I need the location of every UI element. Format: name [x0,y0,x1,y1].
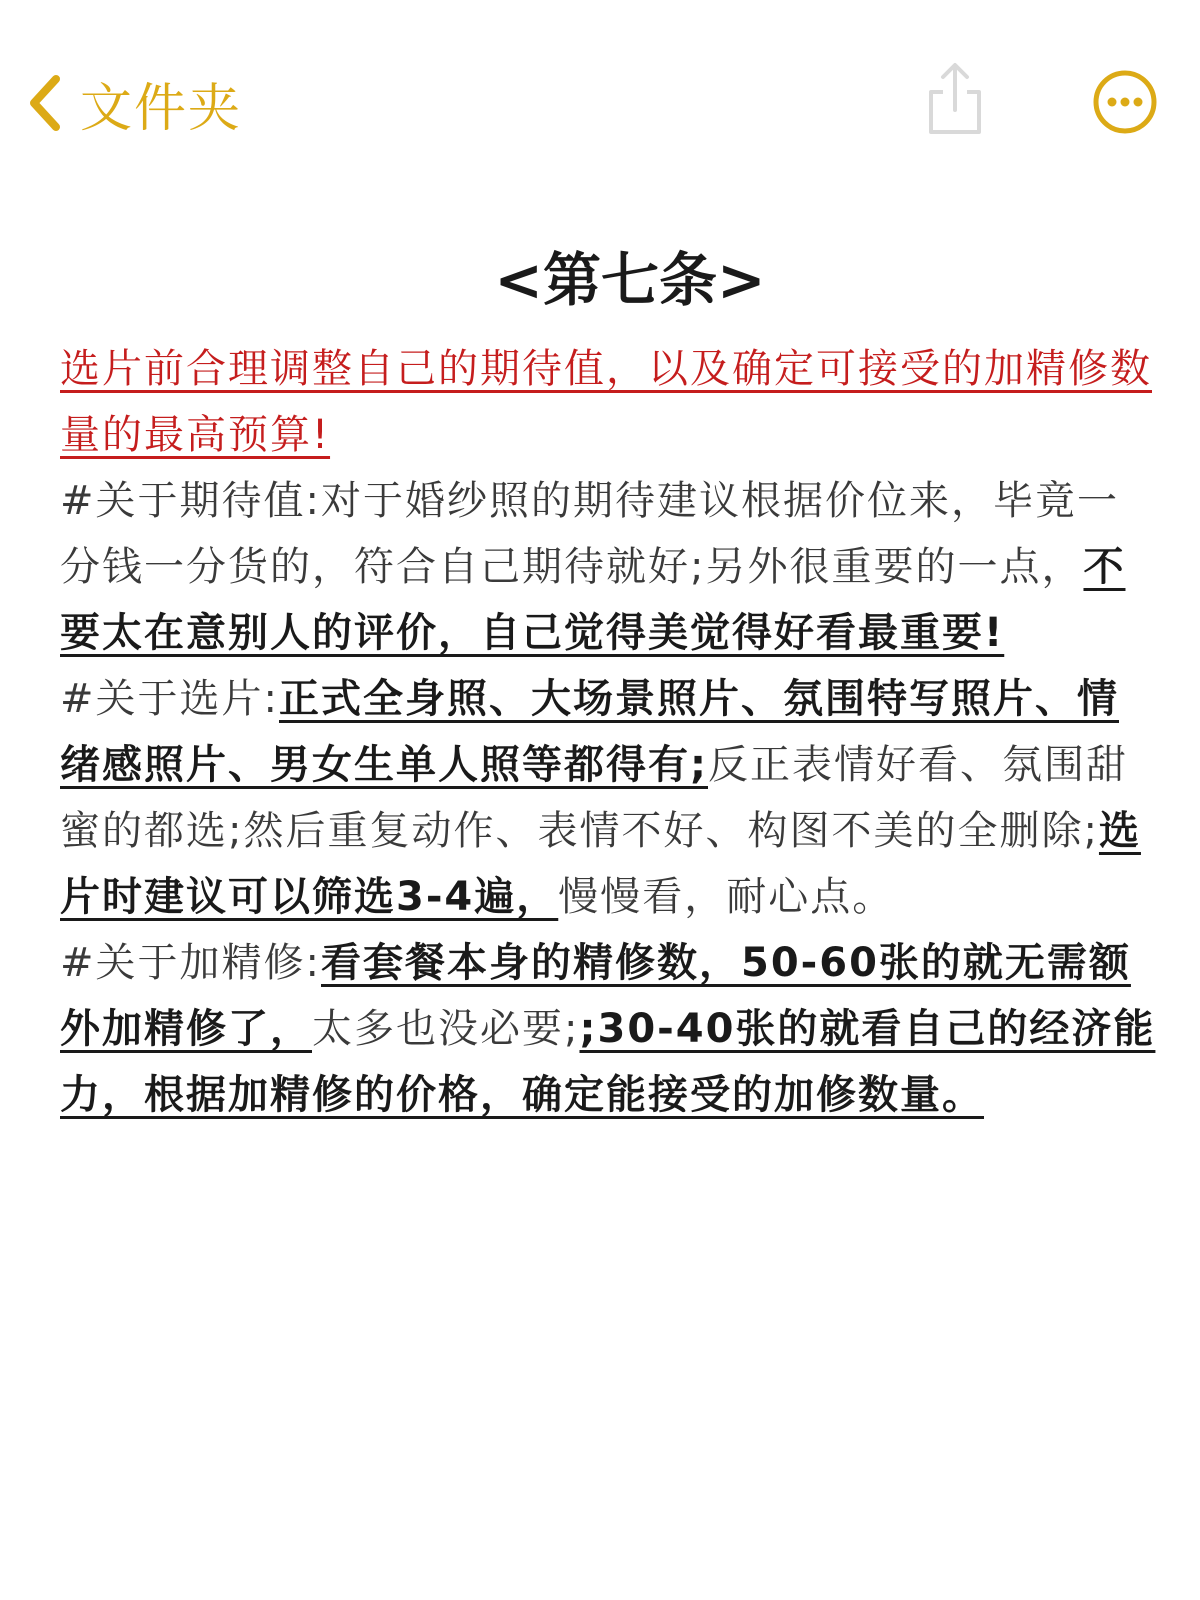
selection-heading: #关于选片: [60,676,279,722]
selection-emphasis: 正式全身照、大场景照片、氛围特写照片、情绪感照片、男女生单人照等都得有; [60,676,1119,788]
note-content[interactable] [60,240,1160,1128]
chevron-left-icon [26,73,62,133]
note-title: <第七条> [494,246,766,314]
navigation-bar [0,62,1200,142]
intro-highlight: 选片前合理调整自己的期待值，以及确定可接受的加精修数量的最高预算! [60,346,1152,458]
retouch-budget: ;30-40张的就看自己的经济能力，根据加精修的价格，确定能接受的加修数量。 [60,1006,1156,1118]
expectation-emphasis: 不要太在意别人的评价，自己觉得美觉得好看最重要! [60,544,1126,656]
share-icon [925,62,985,138]
selection-tail: 慢慢看，耐心点。 [558,874,895,920]
retouch-heading: #关于加精修: [60,940,321,986]
retouch-text: 太多也没必要; [312,1006,580,1052]
selection-tip: 选片时建议可以筛选3-4遍， [60,808,1141,920]
retouch-emphasis: 看套餐本身的精修数，50-60张的就无需额外加精修了， [60,940,1131,1052]
note-body [60,336,1160,1128]
back-button[interactable] [26,68,242,138]
more-options-button[interactable] [1092,69,1158,135]
back-button-label: 文件夹 [80,78,243,139]
more-icon [1092,69,1158,135]
selection-text: 反正表情好看、氛围甜蜜的都选;然后重复动作、表情不好、构图不美的全删除; [60,742,1128,854]
expectation-text: #关于期待值:对于婚纱照的期待建议根据价位来，毕竟一分钱一分货的，符合自己期待就好;另外很重要的一点， [60,478,1119,590]
share-button[interactable] [925,62,985,138]
